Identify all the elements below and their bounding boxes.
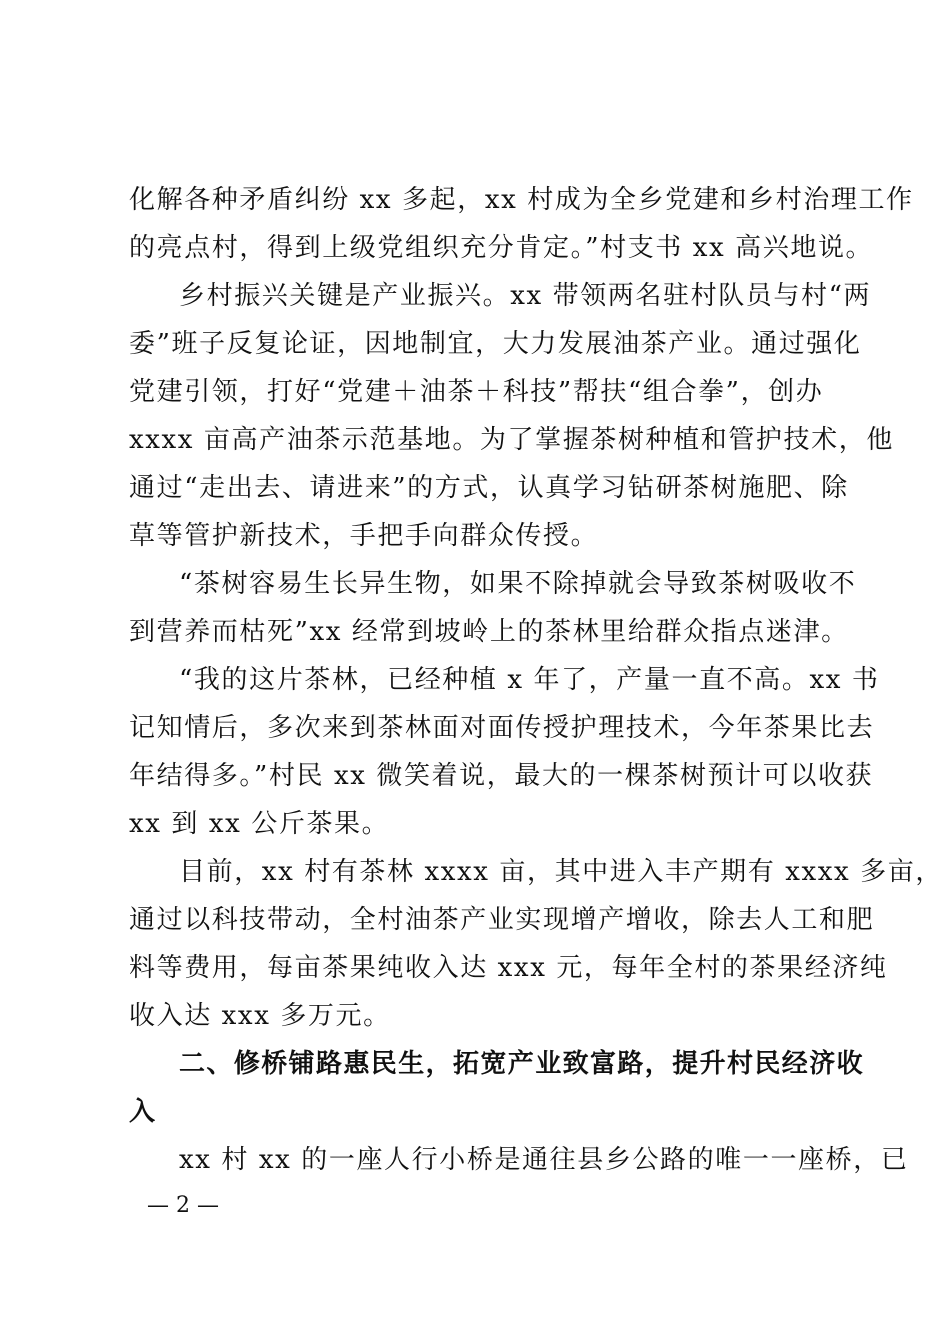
- text-line: xx 村 xx 的一座人行小桥是通往县乡公路的唯一一座桥，已: [179, 1145, 909, 1175]
- text-line: 乡村振兴关键是产业振兴。xx 带领两名驻村队员与村“两: [179, 281, 872, 311]
- text-line: 目前，xx 村有茶林 xxxx 亩，其中进入丰产期有 xxxx 多亩，: [179, 857, 943, 887]
- text-line: 草等管护新技术，手把手向群众传授。: [129, 521, 599, 551]
- text-line: xxxx 亩高产油茶示范基地。为了掌握茶树种植和管护技术，他: [129, 425, 894, 455]
- text-line: 化解各种矛盾纠纷 xx 多起，xx 村成为全乡党建和乡村治理工作: [129, 185, 914, 215]
- text-line: xx 到 xx 公斤茶果。: [129, 809, 390, 839]
- text-line: 通过“走出去、请进来”的方式，认真学习钻研茶树施肥、除: [129, 473, 849, 503]
- text-line: 的亮点村，得到上级党组织充分肯定。”村支书 xx 高兴地说。: [129, 233, 874, 263]
- section-heading-continued: 入: [129, 1097, 157, 1127]
- body-text: [129, 176, 943, 1184]
- text-line: 料等费用，每亩茶果纯收入达 xxx 元，每年全村的茶果经济纯: [129, 953, 888, 983]
- text-line: 收入达 xxx 多万元。: [129, 1001, 391, 1031]
- text-line: 到营养而枯死”xx 经常到坡岭上的茶林里给群众指点迷津。: [129, 617, 849, 647]
- section-heading: 二、修桥铺路惠民生，拓宽产业致富路，提升村民经济收: [179, 1049, 865, 1079]
- text-line: 记知情后，多次来到茶林面对面传授护理技术，今年茶果比去: [129, 713, 875, 743]
- text-line: “我的这片茶林，已经种植 x 年了，产量一直不高。xx 书: [179, 665, 880, 695]
- page-number: — 2 —: [147, 1193, 219, 1218]
- text-line: “茶树容易生长异生物，如果不除掉就会导致茶树吸收不: [179, 569, 857, 599]
- text-line: 委”班子反复论证，因地制宜，大力发展油茶产业。通过强化: [129, 329, 862, 359]
- text-line: 通过以科技带动，全村油茶产业实现增产增收，除去人工和肥: [129, 905, 875, 935]
- text-line: 年结得多。”村民 xx 微笑着说，最大的一棵茶树预计可以收获: [129, 761, 874, 791]
- text-line: 党建引领，打好“党建＋油茶＋科技”帮扶“组合拳”，创办: [129, 377, 824, 407]
